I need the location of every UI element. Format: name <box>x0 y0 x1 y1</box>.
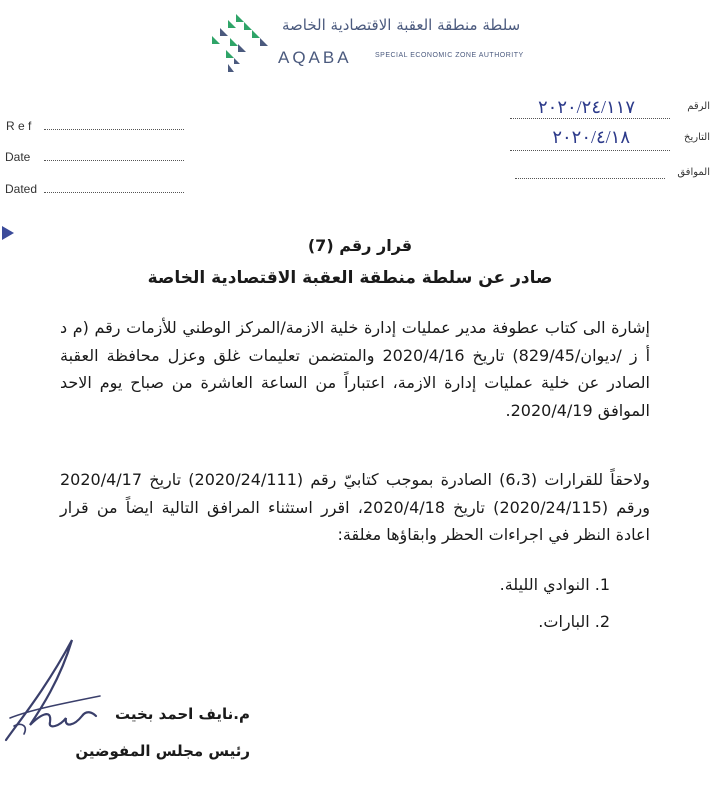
date-line-ar <box>510 150 670 151</box>
ref-line-ar <box>510 118 670 119</box>
dated-line-ar <box>515 178 665 179</box>
ref-value-handwritten: ٢٠٢٠/٢٤/١١٧ <box>537 97 635 117</box>
decision-issuer-title: صادر عن سلطة منطقة العقبة الاقتصادية الخاصة <box>147 268 553 288</box>
ref-label-en: R e f <box>6 119 32 133</box>
date-value-handwritten: ٢٠٢٠/٤/١٨ <box>552 127 630 147</box>
date-label-ar: التاريخ <box>684 132 710 143</box>
signatory-title: رئيس مجلس المفوضين <box>75 742 250 760</box>
exception-item-2: 2. البارات. <box>538 612 610 631</box>
dated-line-en <box>44 192 184 193</box>
decision-paragraph-1: إشارة الى كتاب عطوفة مدير عمليات إدارة خلية الازمة/المركز الوطني للأزمات رقم (م د أ ز /ديوان/829/45) تاريخ 2020/4/16 والمتضمن تعليمات غلق وعزل محافظة العقبة الصادر عن خلية عمليات إدارة الازمة، اعتباراً من الساعة العاشرة من صباح يوم الاحد الموافق 2020/4/19. <box>60 318 651 420</box>
org-subtitle-english: SPECIAL ECONOMIC ZONE AUTHORITY <box>375 52 524 59</box>
decision-paragraph-2: ولاحقاً للقرارات (6،3) الصادرة بموجب كتابيّ رقم (2020/24/111) تاريخ 2020/4/17 ورقم (2020/24/115) تاريخ 2020/4/18، اقرر استثناء المرافق التالية ايضاً من قرار اعادة النظر في اجراءات الحظر وابقاؤها مغلقة: <box>60 470 651 544</box>
dated-label-ar: الموافق <box>677 167 710 178</box>
exception-item-1: 1. النوادي الليلة. <box>499 575 610 594</box>
signatory-name: م.نايف احمد بخيت <box>114 705 250 723</box>
org-name-english: AQABA <box>278 48 352 67</box>
handwritten-signature <box>0 630 120 750</box>
date-label-en: Date <box>5 150 31 164</box>
org-name-arabic: سلطة منطقة العقبة الاقتصادية الخاصة <box>282 16 521 34</box>
ref-label-ar: الرقم <box>687 101 710 112</box>
aqaba-logo-icon <box>200 14 272 74</box>
decision-number-title: قرار رقم (7) <box>307 236 413 255</box>
dated-label-en: Dated <box>5 182 38 196</box>
ref-line-en <box>44 129 184 130</box>
date-line-en <box>44 160 184 161</box>
